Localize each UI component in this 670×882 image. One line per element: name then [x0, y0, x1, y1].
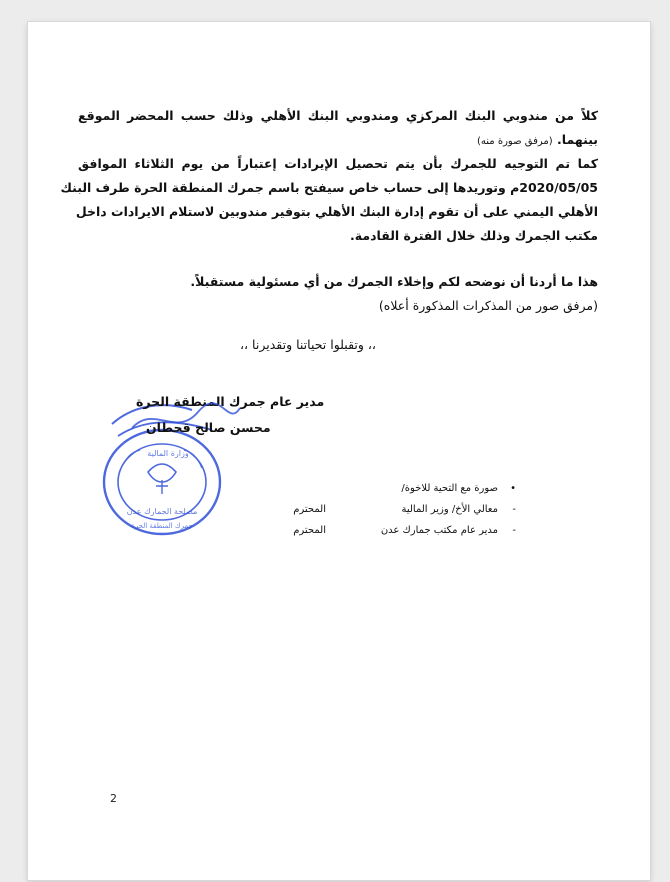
closing-greeting: ،، وتقبلوا تحياتنا وتقديرنا ،، — [240, 337, 376, 352]
cc-recipient: مدير عام مكتب جمارك عدن — [380, 525, 498, 536]
paragraph-2-line-1: كما تم التوجيه للجمرك بأن يتم تحصيل الإيرادات إعتباراً من يوم الثلاثاء الموافق — [78, 156, 598, 171]
dash-mark: - — [512, 504, 516, 515]
cc-block — [196, 478, 516, 541]
stamp-text-middle: مصلحة الجمارك عدن — [126, 507, 198, 516]
cc-header-row — [196, 478, 516, 499]
page-number: 2 — [110, 792, 117, 805]
cc-recipient: معالي الأخ/ وزير المالية — [401, 504, 498, 515]
cc-item — [196, 499, 516, 520]
cc-item — [196, 520, 516, 541]
paragraph-3 — [78, 270, 598, 318]
cc-honorific: المحترم — [293, 504, 326, 515]
cc-honorific: المحترم — [293, 525, 326, 536]
paragraph-2-line-2: 2020/05/05م وتوريدها إلى حساب خاص سيفتح باسم جمرك المنطقة الحرة طرف البنك — [60, 180, 598, 195]
signature-name: محسن صالح قحطان — [146, 420, 271, 435]
stamp-text-bottom: جمرك المنطقة الحرة — [131, 522, 193, 530]
document-page — [28, 22, 650, 880]
paragraph-3-line-2: (مرفق صور من المذكرات المذكورة أعلاه) — [378, 298, 598, 313]
attachment-note: (مرفق صورة منه) — [477, 136, 553, 147]
handwritten-signature-icon — [124, 398, 244, 448]
paragraph-1-line-2-text: بينهما. — [557, 132, 598, 147]
cc-header: صورة مع التحية للاخوة/ — [401, 483, 498, 494]
paragraph-3-line-1: هذا ما أردنا أن نوضحه لكم وإخلاء الجمرك من أي مسئولية مستقبلاً. — [190, 274, 598, 289]
paragraph-2 — [60, 152, 598, 248]
paragraph-2-line-3: الأهلي اليمني على أن تقوم إدارة البنك الأهلي بتوفير مندوبين لاستلام الايرادات داخل — [75, 204, 598, 219]
signature-title: مدير عام جمرك المنطقة الحرة — [136, 394, 325, 409]
dash-mark: - — [512, 525, 516, 536]
stamp-text-top: وزارة المالية — [147, 449, 189, 458]
paragraph-1-line-2 — [78, 128, 598, 154]
paragraph-1-line-1: كلاً من مندوبي البنك المركزي ومندوبي البنك الأهلي وذلك حسب المحضر الموقع — [78, 108, 598, 123]
paragraph-1 — [78, 104, 598, 154]
paragraph-2-line-4: مكتب الجمرك وذلك خلال الفترة القادمة. — [350, 228, 598, 243]
bullet-icon: • — [510, 483, 516, 494]
